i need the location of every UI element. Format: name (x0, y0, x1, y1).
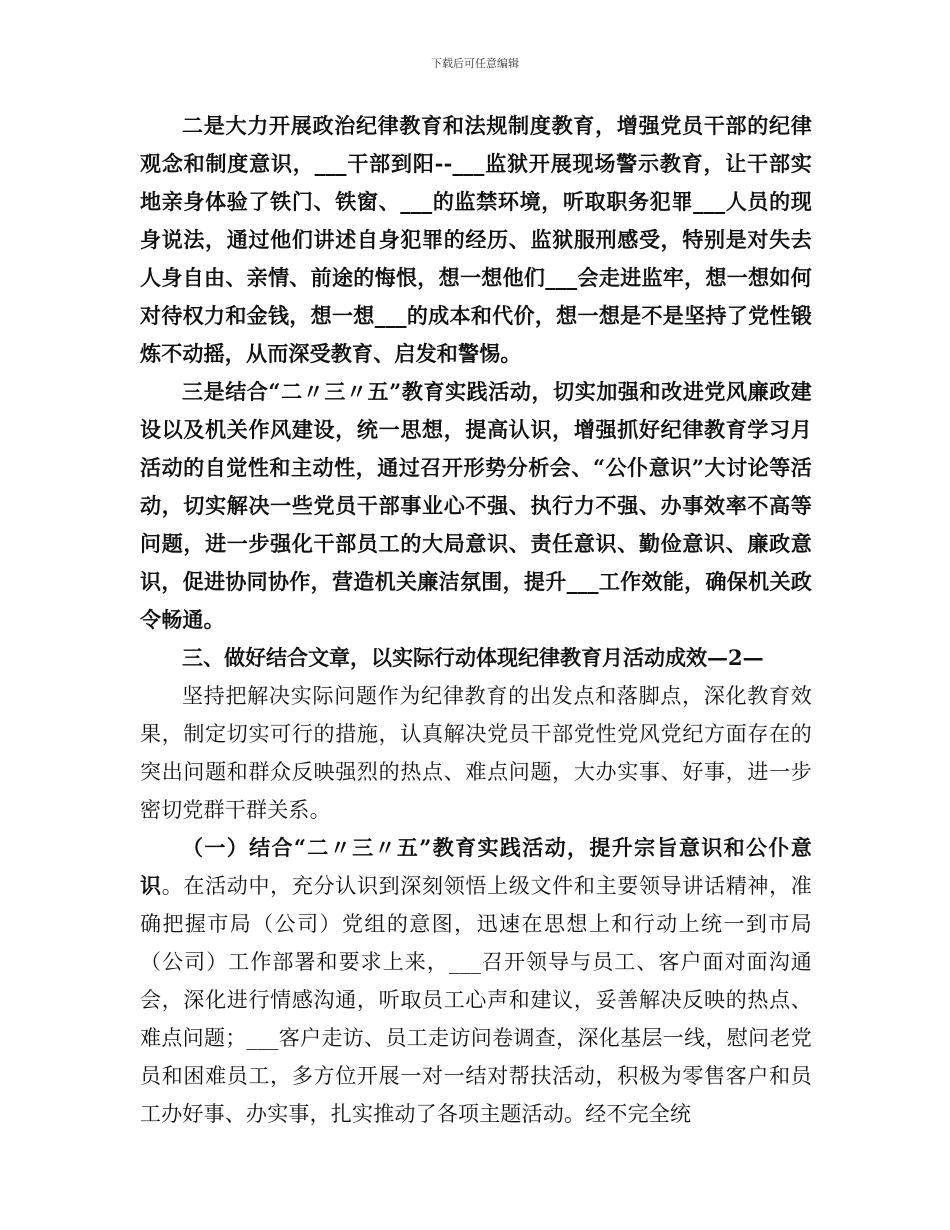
section-heading: 三、做好结合文章，以实际行动体现纪律教育月活动成效—2— (182, 645, 764, 670)
paragraph-discipline-education: 二是大力开展政治纪律教育和法规制度教育，增强党员干部的纪律观念和制度意识，___干部到阳--___监狱开展现场警示教育，让干部实地亲身体验了铁门、铁窗、___的监禁环境，听取职务犯罪___人员的现身说法，通过他们讲述自身犯罪的经历、监狱服刑感受，特别是对失去人身自由、亲情、前途的悔恨，想一想他们___会走进监牢，想一想如何对待权力和金钱，想一想___的成本和代价，想一想是不是坚持了党性锻炼不动摇，从而深受教育、启发和警惕。 (140, 113, 812, 366)
paragraph-solve-problems: 坚持把解决实际问题作为纪律教育的出发点和落脚点，深化教育效果，制定切实可行的措施，认真解决党员干部党性党风党纪方面存在的突出问题和群众反映强烈的热点、难点问题，大办实事、好事，进一步密切党群干群关系。 (140, 684, 812, 822)
paragraph-subsection-one (140, 829, 812, 1133)
paragraph-practice-activity: 三是结合“二〃三〃五”教育实践活动，切实加强和改进党风廉政建设以及机关作风建设，统一思想，提高认识，增强抓好纪律教育学习月活动的自觉性和主动性，通过召开形势分析会、“公仆意识”大讨论等活动，切实解决一些党员干部事业心不强、执行力不强、办事效率不高等问题，进一步强化干部员工的大局意识、责任意识、勤俭意识、廉政意识，促进协同协作，营造机关廉洁氛围，提升___工作效能，确保机关政令畅通。 (140, 379, 812, 632)
document-body (140, 107, 812, 1133)
subsection-one-lead: （一）结合“二〃三〃五”教育实践活动，提升宗旨意识和公仆意识 (140, 835, 812, 898)
subsection-one-body: 。在活动中，充分认识到深刻领悟上级文件和主要领导讲话精神，准确把握市局（公司）党组的意图，迅速在思想上和行动上统一到市局（公司）工作部署和要求上来，___召开领导与员工、客户面对面沟通会，深化进行情感沟通，听取员工心声和建议，妥善解决反映的热点、难点问题；___客户走访、员工走访问卷调查，深化基层一线，慰问老党员和困难员工，多方位开展一对一结对帮扶活动，积极为零售客户和员工办好事、办实事，扎实推动了各项主题活动。经不完全统 (140, 874, 813, 1126)
page-header: 下载后可任意编辑 (431, 57, 519, 70)
